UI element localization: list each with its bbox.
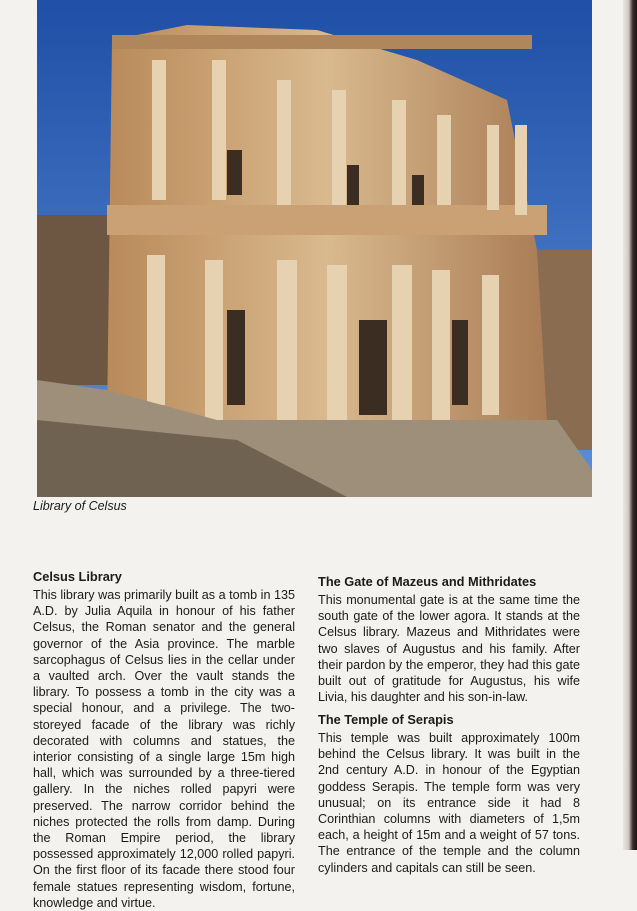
section-gate-of-mazeus [318,574,580,705]
page-edge [623,0,637,850]
section-heading: Celsus Library [33,569,122,584]
section-heading: The Temple of Serapis [318,712,454,727]
photo-caption: Library of Celsus [33,499,127,513]
section-body: This monumental gate is at the same time the south gate of the lower agora. It stands at the Celsus library. Mazeus and Mithridates were two slaves of Augustus and his family. After their pardon by the emperor, they had this gate built out of gratitude for Augustus, his wife Livia, his daughter and his son-in-law. [318,593,580,705]
section-celsus-library [33,569,295,911]
section-heading: The Gate of Mazeus and Mithridates [318,574,537,589]
section-temple-of-serapis [318,712,580,876]
library-of-celsus-photo [37,0,592,497]
section-body: This temple was built approximately 100m behind the Celsus library. It was built in the 2nd century A.D. in honour of the Egyptian goddess Serapis. The temple form was very unusual; on its entrance side it had 8 Corinthian columns with diameters of 1,5m each, a height of 15m and a weight of 57 tons. The entrance of the temple and the column cylinders and capitals can still be seen. [318,731,580,875]
section-body: This library was primarily built as a tomb in 135 A.D. by Julia Aquila in honour of his father Celsus, the Roman senator and the general governor of the Asia province. The marble sarcophagus of Celsus lies in the cellar under a vaulted arch. Over the vault stands the library. To possess a tomb in the city was a special honour, and a privilege. The two-storeyed facade of the library was richly decorated with columns and statues, the interior consisting of a single large 15m high hall, which was surrounded by a three-tiered gallery. In the niches rolled papyri were preserved. The narrow corridor behind the niches protected the rolls from damp. During the Roman Empire period, the library possessed approximately 12,000 rolled papyri. On the first floor of its facade there stood four female statues representing wisdom, fortune, knowledge and virtue. [33,588,295,910]
